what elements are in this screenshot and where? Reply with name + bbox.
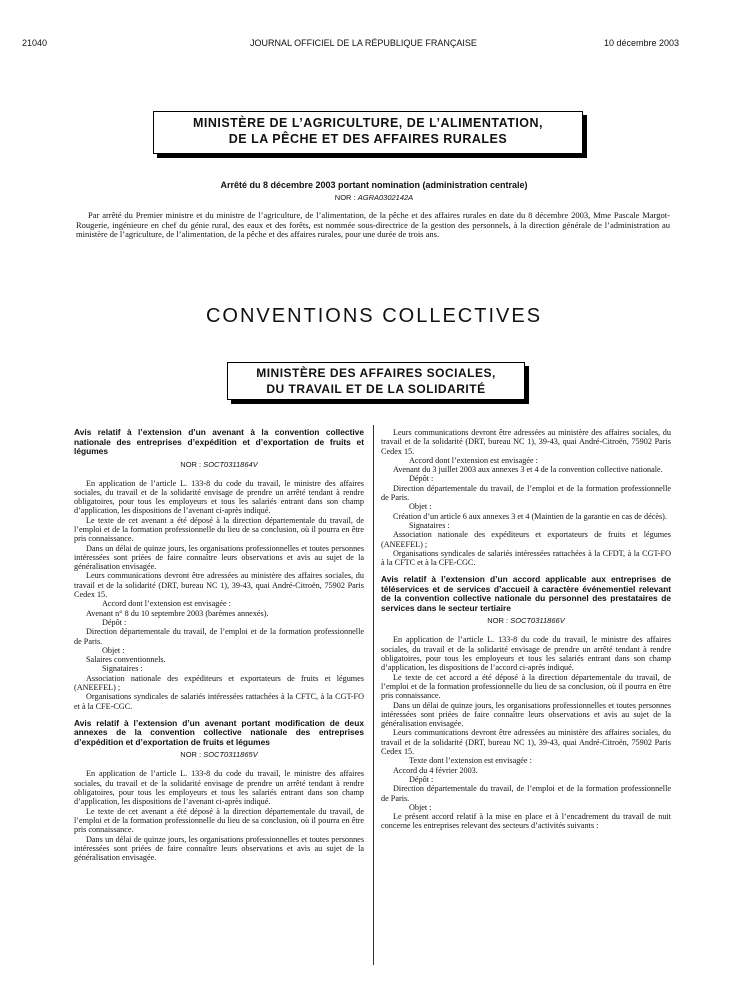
signataires-label: Signataires : [102, 664, 143, 674]
journal-title: JOURNAL OFFICIEL DE LA RÉPUBLIQUE FRANÇAISE [250, 38, 477, 48]
arrete-title: Arrêté du 8 décembre 2003 portant nomination (administration centrale) [220, 180, 528, 190]
accord-text: Avenant n° 8 du 10 septembre 2003 (barèmes annexés). [86, 608, 269, 618]
paragraph: En application de l’article L. 133-8 du code du travail, le ministre des affaires sociales, du travail et de la solidarité envisage de prendre un arrêté tendant à rendre obligatoires, pour tous les employeurs et tous les salariés entrant dans son champ d’application, les dispositions de l’avenant ci-après indiqué. [74, 478, 364, 516]
signataire: Organisations syndicales de salariés intéressées rattachées à la CFTC, à la CGT-FO et à la CFE-CGC. [74, 692, 364, 711]
arrete-nor [0, 193, 748, 202]
signataire: Organisations syndicales de salariés intéressées rattachées à la CFDT, à la CGT-FO à la CFTC et à la CFE-CGC. [381, 548, 671, 568]
signataire: Association nationale des expéditeurs et exportateurs de fruits et légumes (ANEEFEL) ; [381, 530, 671, 549]
nor-code: SOCT0311866V [510, 616, 565, 626]
avis-nor [381, 616, 671, 625]
column-divider [373, 425, 374, 965]
nor-code: SOCT0311865V [203, 750, 258, 760]
section-title: CONVENTIONS COLLECTIVES [205, 305, 543, 327]
ministry-line-1: MINISTÈRE DES AFFAIRES SOCIALES, [256, 366, 496, 380]
paragraph: Leurs communications devront être adressées au ministère des affaires sociales, du travail et de la solidarité (DRT, bureau NC 1), 39-43, quai André-Citroën, 75902 Paris Cedex 15. [381, 728, 671, 757]
page-number: 21040 [22, 38, 48, 48]
avis-title: Avis relatif à l’extension d’un avenant portant modification de deux annexes de la convention collective nationale des entreprises d’expédition et d’exportation de fruits et légumes [74, 717, 364, 747]
nor-prefix: NOR : [334, 193, 356, 202]
ministry-box-social-affairs [227, 362, 525, 400]
depot-text: Direction départementale du travail, de l’emploi et de la formation professionnelle de Paris. [381, 483, 671, 503]
depot-label: Dépôt : [409, 774, 434, 784]
objet-text: Salaires conventionnels. [86, 655, 166, 665]
nor-prefix: NOR : [487, 616, 509, 626]
nor-code: AGRA0302142A [357, 193, 414, 202]
header-date: 10 décembre 2003 [604, 38, 680, 48]
ministry-box-agriculture [153, 111, 583, 154]
paragraph: Dans un délai de quinze jours, les organisations professionnelles et toutes personnes intéressées sont priées de faire connaître leurs observations et avis au sujet de la généralisation envisagée. [74, 543, 364, 572]
depot-text: Direction départementale du travail, de l’emploi et de la formation professionnelle de Paris. [74, 627, 364, 646]
arrete-text: Par arrêté du Premier ministre et du ministre de l’agriculture, de l’alimentation, de la pêche et des affaires rurales en date du 8 décembre 2003, Mme Pascale Margot-Rougerie, ingénieure en chef du génie rural, des eaux et des forêts, est nommée sous-directrice de la gestion des personnels, à la direction générale de l’administration au ministère de l’agriculture, de l’alimentation, de la pêche et des affaires rurales, pour une durée de trois ans. [76, 210, 670, 239]
paragraph: Dans un délai de quinze jours, les organisations professionnelles et toutes personnes intéressées sont priées de faire connaître leurs observations et avis au sujet de la généralisation envisagée. [74, 834, 364, 863]
accord-text: Avenant du 3 juillet 2003 aux annexes 3 et 4 de la convention collective nationale. [393, 465, 663, 475]
left-column [74, 428, 364, 862]
objet-label: Objet : [409, 802, 432, 812]
avis-nor [74, 460, 364, 469]
objet-text: Le présent accord relatif à la mise en place et à l’encadrement du travail de nuit concerne les entreprises relevant des secteurs d’activités suivants : [381, 812, 671, 831]
nor-prefix: NOR : [180, 750, 202, 760]
ministry-line-2: DU TRAVAIL ET DE LA SOLIDARITÉ [266, 382, 486, 396]
signataires-label: Signataires : [409, 520, 450, 530]
paragraph: En application de l’article L. 133-8 du code du travail, le ministre des affaires sociales, du travail et de la solidarité envisage de prendre un arrêté tendant à rendre obligatoires, pour tous les employeurs et tous les salariés entrant dans son champ d’application, les dispositions de l’accord ci-après indiqué. [381, 635, 671, 673]
ministry-line-2: DE LA PÊCHE ET DES AFFAIRES RURALES [228, 132, 508, 146]
nor-prefix: NOR : [180, 459, 202, 469]
nor-code: SOCT0311864V [203, 459, 258, 469]
accord-label: Accord dont l’extension est envisagée : [102, 599, 231, 609]
avis-nor [74, 750, 364, 759]
paragraph: En application de l’article L. 133-8 du code du travail, le ministre des affaires sociales, du travail et de la solidarité envisage de prendre un arrêté tendant à rendre obligatoires, pour tous les employeurs et tous les salariés entrant dans son champ d’application, les dispositions de l’avenant ci-après indiqué. [74, 769, 364, 807]
paragraph: Le texte de cet avenant a été déposé à la direction départementale du travail, de l’emploi et de la formation professionnelle du lieu de sa conclusion, où il pourra en être pris connaissance. [74, 806, 364, 835]
paragraph: Le texte de cet accord a été déposé à la direction départementale du travail, de l’emploi et de la formation professionnelle du lieu de sa conclusion, où il pourra en être pris connaissance. [381, 672, 671, 701]
avis-title: Avis relatif à l’extension d’un accord applicable aux entreprises de téléservices et de services d’accueil à caractère événementiel relevant de la convention collective nationale du personnel des prestataires de services dans le secteur tertiaire [381, 574, 671, 613]
paragraph: Leurs communications devront être adressées au ministère des affaires sociales, du travail et de la solidarité (DRT, bureau NC 1), 39-43, quai André-Citroën, 75902 Paris Cedex 15. [381, 428, 671, 456]
depot-label: Dépôt : [102, 617, 127, 627]
objet-label: Objet : [409, 502, 432, 512]
paragraph: Le texte de cet avenant a été déposé à la direction départementale du travail, de l’emploi et de la formation professionnelle du lieu de sa conclusion, où il pourra en être pris connaissance. [74, 515, 364, 544]
texte-text: Accord du 4 février 2003. [393, 765, 478, 775]
right-column [381, 428, 671, 831]
ministry-line-1: MINISTÈRE DE L’AGRICULTURE, DE L’ALIMENTATION, [192, 116, 544, 130]
running-header [0, 38, 748, 52]
objet-label: Objet : [102, 645, 125, 655]
texte-label: Texte dont l’extension est envisagée : [409, 756, 532, 766]
depot-label: Dépôt : [409, 474, 434, 484]
depot-text: Direction départementale du travail, de l’emploi et de la formation professionnelle de Paris. [381, 784, 671, 803]
objet-text: Création d’un article 6 aux annexes 3 et 4 (Maintien de la garantie en cas de décès). [393, 511, 667, 521]
avis-title: Avis relatif à l’extension d’un avenant à la convention collective nationale des entreprises d’expédition et d’exportation de fruits et légumes [74, 427, 364, 456]
paragraph: Dans un délai de quinze jours, les organisations professionnelles et toutes personnes intéressées sont priées de faire connaître leurs observations et avis au sujet de la généralisation envisagée. [381, 700, 671, 729]
paragraph: Leurs communications devront être adressées au ministère des affaires sociales, du travail et de la solidarité (DRT, bureau NC 1), 39-43, quai André-Citroën, 75902 Paris Cedex 15. [74, 571, 364, 600]
signataire: Association nationale des expéditeurs et exportateurs de fruits et légumes (ANEEFEL) ; [74, 673, 364, 693]
accord-label: Accord dont l’extension est envisagée : [409, 455, 538, 465]
